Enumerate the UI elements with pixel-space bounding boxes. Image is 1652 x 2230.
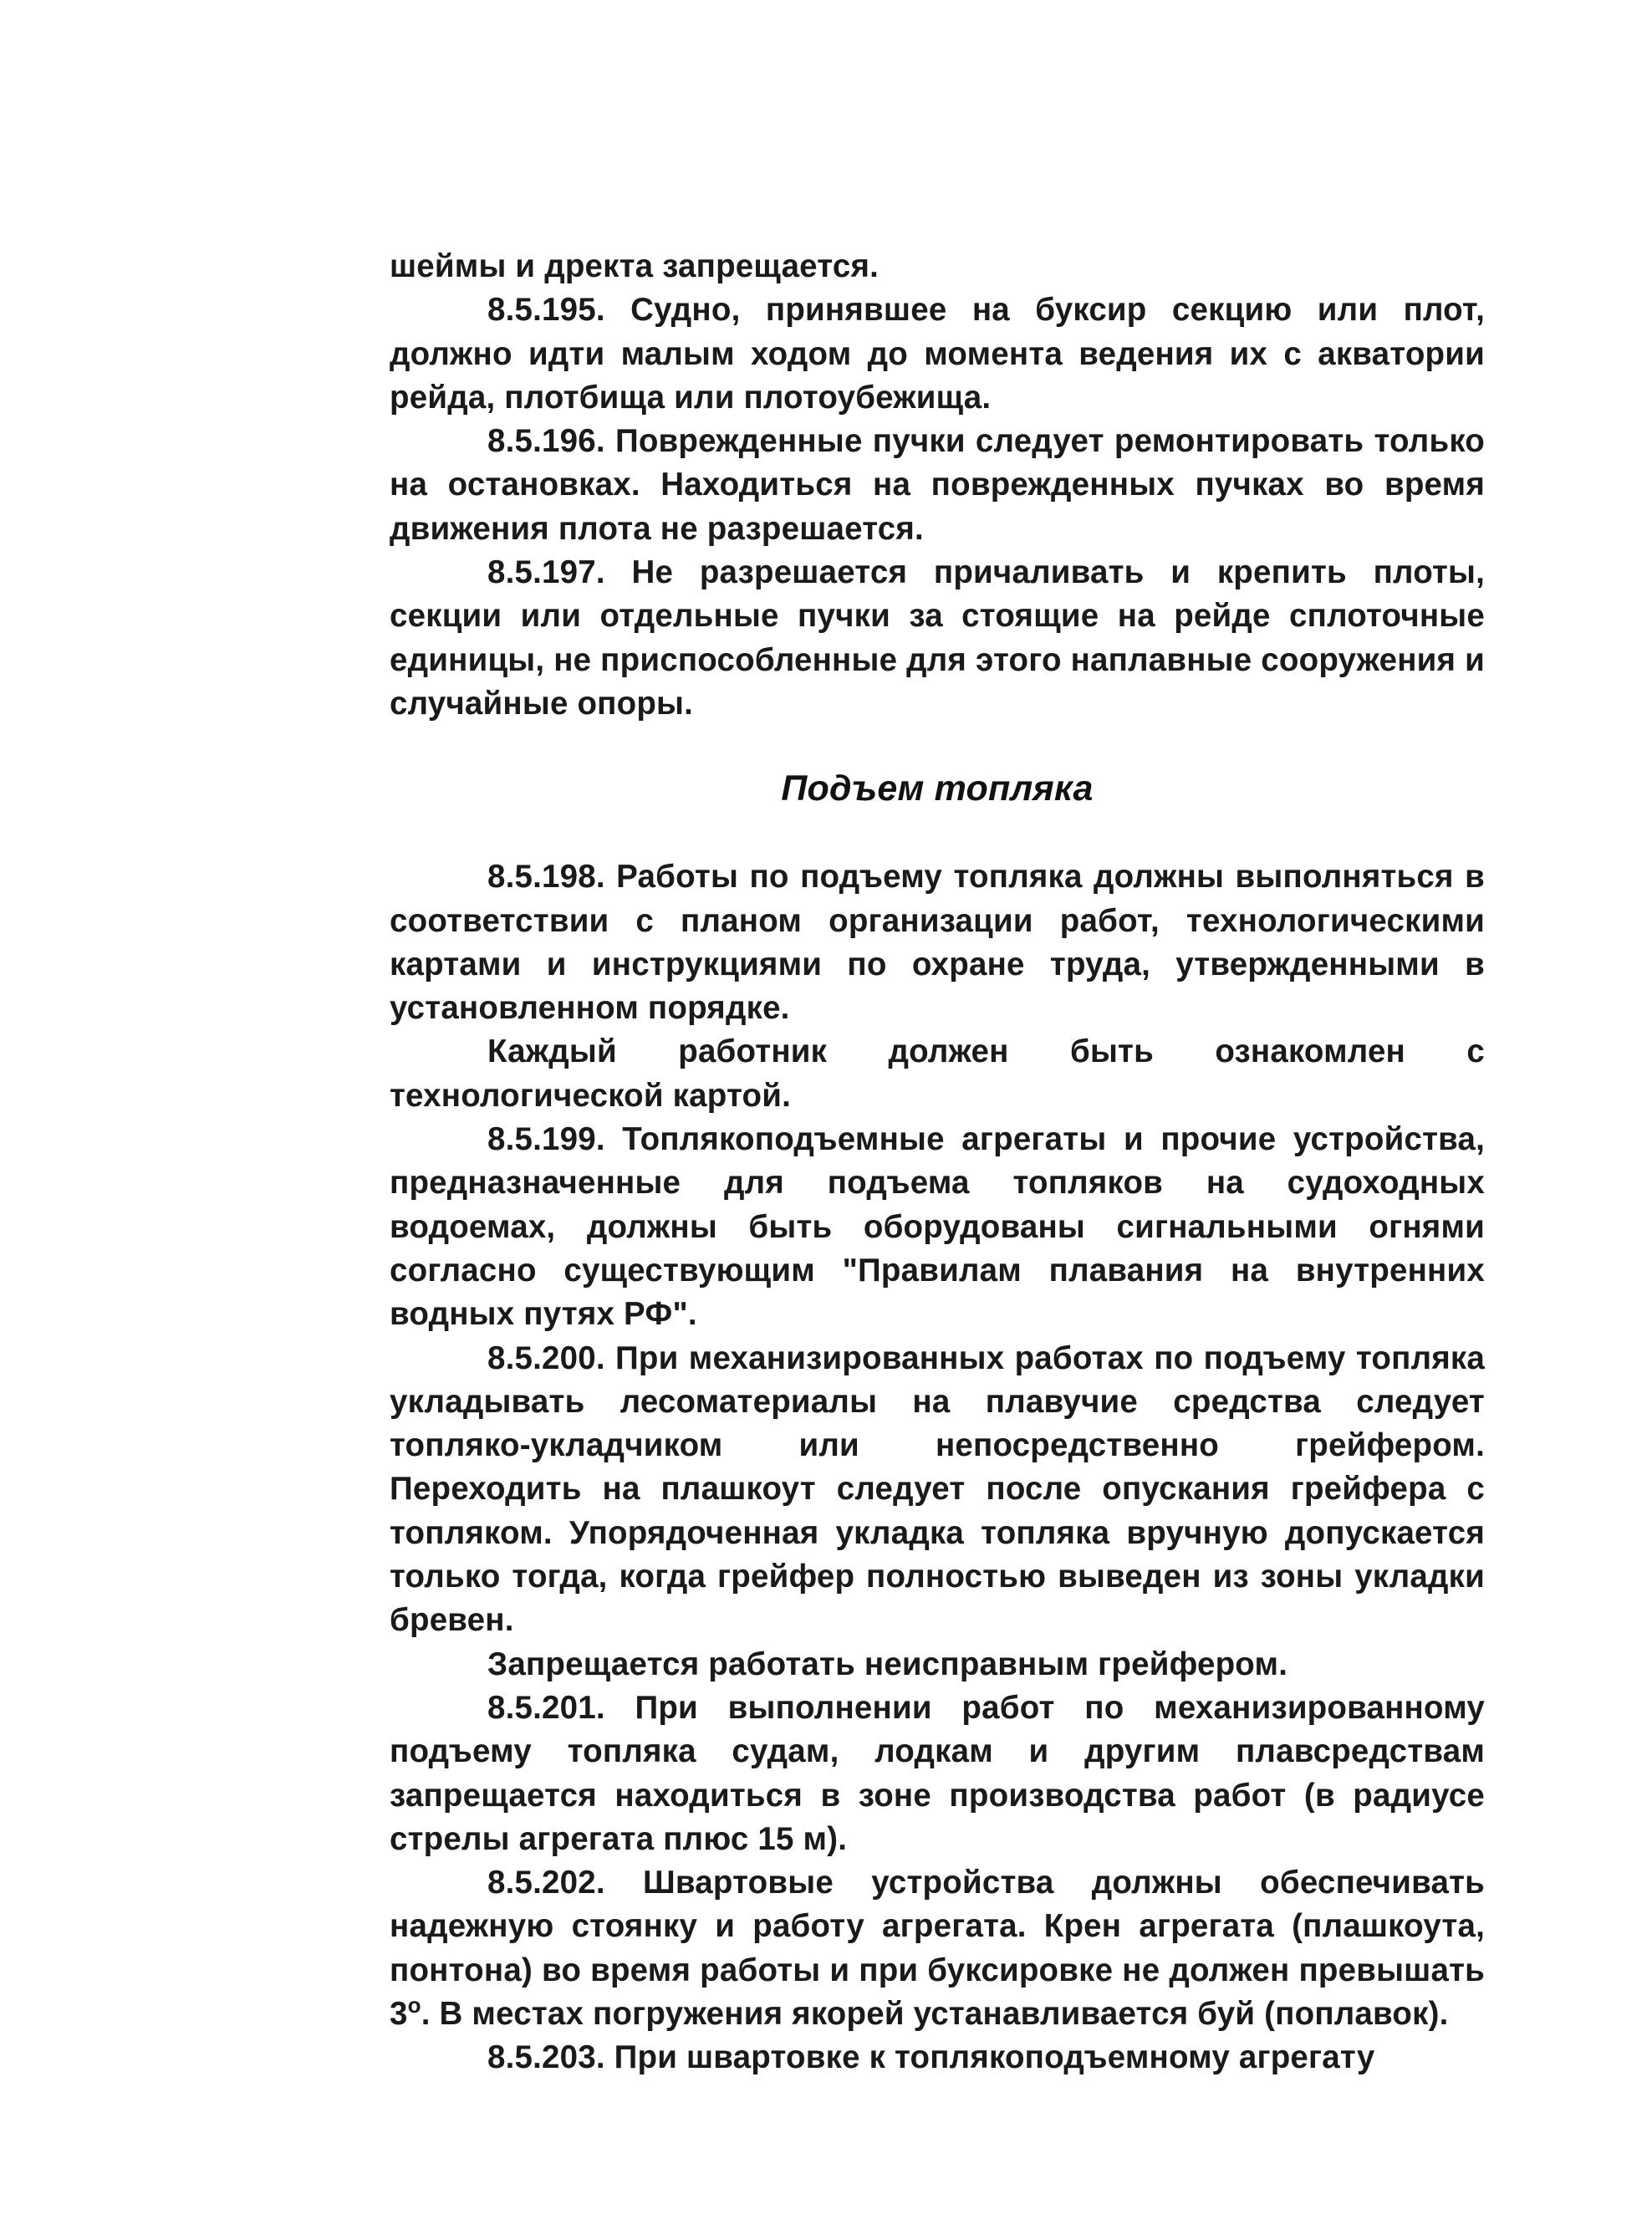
paragraph-8-5-201: 8.5.201. При выполнении работ по механизированному подъему топляка судам, лодкам и другим плавсредствам запрещается находиться в зоне производства работ (в радиусе стрелы агрегата плюс 15 м). — [390, 1689, 1485, 1857]
paragraph-briefing: Каждый работник должен быть ознакомлен с технологической картой. — [390, 1033, 1485, 1114]
paragraph-8-5-198: 8.5.198. Работы по подъему топляка должны выполняться в соответствии с планом организации работ, технологическими картами и инструкциями по охране труда, утвержденными в установленном порядке. — [390, 859, 1485, 1027]
document-body — [390, 245, 1485, 2080]
degree-superscript: о — [407, 1993, 421, 2018]
paragraph-continuation: шеймы и дректа запрещается. — [390, 248, 880, 284]
paragraph-grab-prohibition: Запрещается работать неисправным грейфером. — [487, 1646, 1288, 1682]
paragraph-8-5-200: 8.5.200. При механизированных работах по подъему топляка укладывать лесоматериалы на плавучие средства следует топляко-укладчиком или непосредственно грейфером. Переходить на плашкоут следует после опускания грейфера с топляком. Упорядоченная укладка топляка вручную допускается только тогда, когда грейфер полностью выведен из зоны укладки бревен. — [390, 1340, 1485, 1639]
paragraph-8-5-202-text-end: . В местах погружения якорей устанавливается буй (поплавок). — [421, 1995, 1449, 2032]
section-heading: Подъем топляка — [781, 768, 1094, 809]
paragraph-8-5-197: 8.5.197. Не разрешается причаливать и крепить плоты, секции или отдельные пучки за стоящие на рейде сплоточные единицы, не приспособленные для этого наплавные сооружения и случайные опоры. — [390, 554, 1485, 722]
paragraph-8-5-195: 8.5.195. Судно, принявшее на буксир секцию или плот, должно идти малым ходом до момента ведения их с акватории рейда, плотбища или плотоубежища. — [390, 292, 1485, 416]
paragraph-8-5-203: 8.5.203. При швартовке к топлякоподъемному агрегату — [487, 2039, 1375, 2076]
paragraph-8-5-199: 8.5.199. Топлякоподъемные агрегаты и прочие устройства, предназначенные для подъема топляков на судоходных водоемах, должны быть оборудованы сигнальными огнями согласно существующим "Правилам плавания на внутренних водных путях РФ". — [390, 1121, 1485, 1333]
paragraph-8-5-196: 8.5.196. Поврежденные пучки следует ремонтировать только на остановках. Находиться на поврежденных пучках во время движения плота не разрешается. — [390, 423, 1485, 547]
paragraph-8-5-202 — [390, 1861, 1485, 2036]
paragraph-8-5-202-text: 8.5.202. Швартовые устройства должны обеспечивать надежную стоянку и работу агрегата. Крен агрегата (плашкоута, понтона) во время работы и при буксировке не должен превышать 3 — [390, 1865, 1485, 2032]
